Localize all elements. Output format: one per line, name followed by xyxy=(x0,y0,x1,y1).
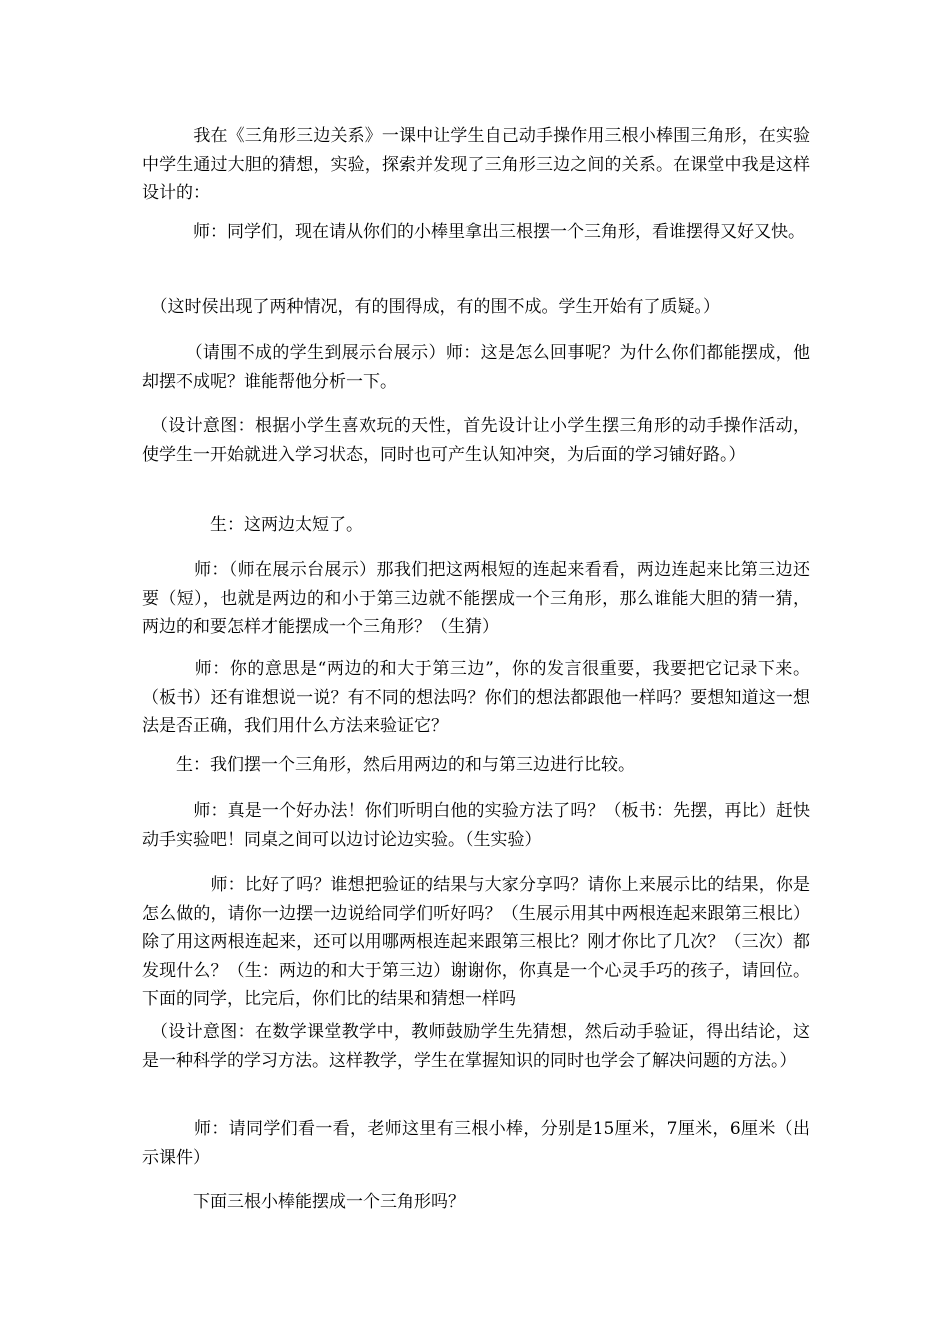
teacher-line-1: 师：同学们，现在请从你们的小棒里拿出三根摆一个三角形，看谁摆得又好又快。 xyxy=(142,222,805,242)
design-intent-1: （设计意图：根据小学生喜欢玩的天性，首先设计让小学生摆三角形的动手操作活动，使学生一开始就进入学习状态，同时也可产生认知冲突，为后面的学习铺好路。） xyxy=(142,416,810,465)
student-line-1: 生：这两边太短了。 xyxy=(142,515,363,535)
design-intent-2: （设计意图：在数学课堂教学中，教师鼓励学生先猜想，然后动手验证，得出结论，这是一种科学的学习方法。这样教学，学生在掌握知识的同时也学会了解决问题的方法。） xyxy=(142,1022,810,1071)
teacher-line-7: 师：请同学们看一看，老师这里有三根小棒，分别是15厘米，7厘米，6厘米（出示课件） xyxy=(142,1119,810,1168)
student-line-2: 生：我们摆一个三角形，然后用两边的和与第三边进行比较。 xyxy=(142,755,635,775)
teacher-line-2: （请围不成的学生到展示台展示）师：这是怎么回事呢？为什么你们都能摆成，他却摆不成呢？谁能帮他分析一下。 xyxy=(142,343,810,392)
situation-note: （这时侯出现了两种情况，有的围得成，有的围不成。学生开始有了质疑。） xyxy=(142,297,720,317)
question-line: 下面三根小棒能摆成一个三角形吗？ xyxy=(142,1192,465,1212)
intro-paragraph: 我在《三角形三边关系》一课中让学生自己动手操作用三根小棒围三角形，在实验中学生通过大胆的猜想，实验，探索并发现了三角形三边之间的关系。在课堂中我是这样设计的： xyxy=(142,126,810,203)
teacher-line-6: 师：比好了吗？谁想把验证的结果与大家分享吗？请你上来展示比的结果，你是怎么做的，请你一边摆一边说给同学们听好吗？（生展示用其中两根连起来跟第三根比）除了用这两根连起来，还可以用哪两根连起来跟第三根比？刚才你比了几次？（三次）都发现什么？（生：两边的和大于第三边）谢谢你，你真是一个心灵手巧的孩子，请回位。下面的同学，比完后，你们比的结果和猜想一样吗 xyxy=(142,875,810,1009)
teacher-line-4: 师：你的意思是“两边的和大于第三边”，你的发言很重要，我要把它记录下来。（板书）还有谁想说一说？有不同的想法吗？你们的想法都跟他一样吗？要想知道这一想法是否正确，我们用什么方法来验证它？ xyxy=(142,659,810,736)
teacher-line-5: 师：真是一个好办法！你们听明白他的实验方法了吗？（板书：先摆，再比）赶快动手实验吧！同桌之间可以边讨论边实验。（生实验） xyxy=(142,801,810,850)
teacher-line-3: 师：（师在展示台展示）那我们把这两根短的连起来看看，两边连起来比第三边还要（短），也就是两边的和小于第三边就不能摆成一个三角形，那么谁能大胆的猜一猜，两边的和要怎样才能摆成一个三角形？（生猜） xyxy=(142,560,810,637)
